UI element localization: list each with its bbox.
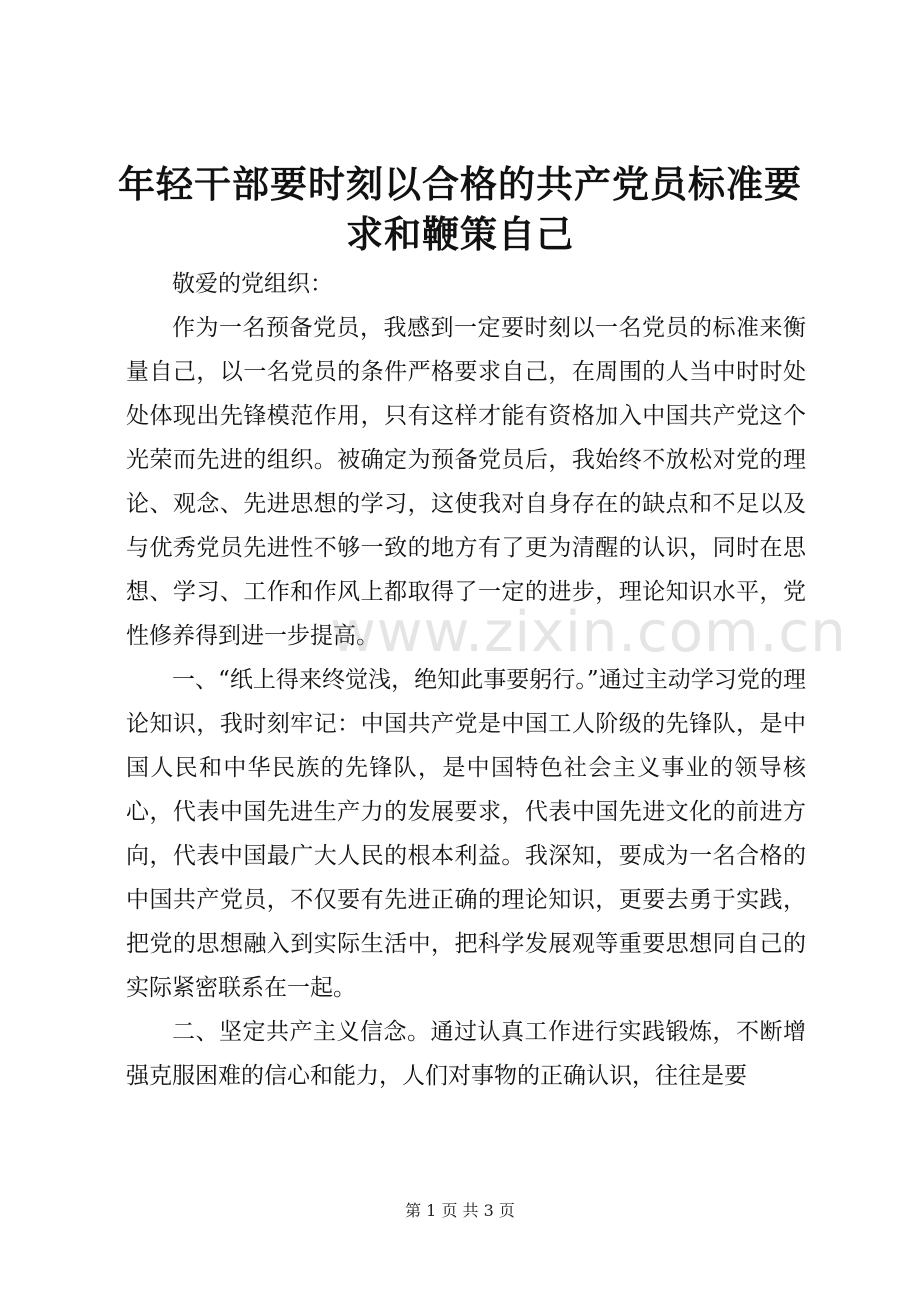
document-body xyxy=(126,262,806,1098)
page-number-footer: 第 1 页 共 3 页 xyxy=(405,1201,515,1220)
paragraph-section-two: 二、坚定共产主义信念。通过认真工作进行实践锻炼，不断增强克服困难的信心和能力，人们对事物的正确认识，往往是要 xyxy=(126,1019,806,1089)
watermark: www.zixin.com.cn xyxy=(330,600,847,665)
paragraph-section-one: 一、“纸上得来终觉浅，绝知此事要躬行。”通过主动学习党的理论知识，我时刻牢记：中国共产党是中国工人阶级的先锋队，是中国人民和中华民族的先锋队，是中国特色社会主义事业的领导核心，代表中国先进生产力的发展要求，代表中国先进文化的前进方向，代表中国最广大人民的根本利益。我深知，要成为一名合格的中国共产党员，不仅要有先进正确的理论知识，更要去勇于实践，把党的思想融入到实际生活中，把科学发展观等重要思想同自己的实际紧密联系在一起。 xyxy=(126,667,806,1001)
salutation: 敬爱的党组织： xyxy=(172,271,333,297)
paragraph-intro: 作为一名预备党员，我感到一定要时刻以一名党员的标准来衡量自己，以一名党员的条件严格要求自己，在周围的人当中时时处处体现出先锋模范作用，只有这样才能有资格加入中国共产党这个光荣而先进的组织。被确定为预备党员后，我始终不放松对党的理论、观念、先进思想的学习，这使我对自身存在的缺点和不足以及与优秀党员先进性不够一致的地方有了更为清醒的认识，同时在思想、学习、工作和作风上都取得了一定的进步，理论知识水平，党性修养得到进一步提高。 xyxy=(126,315,806,649)
document-title: 年轻干部要时刻以合格的共产党员标准要求和鞭策自己 xyxy=(118,163,802,256)
